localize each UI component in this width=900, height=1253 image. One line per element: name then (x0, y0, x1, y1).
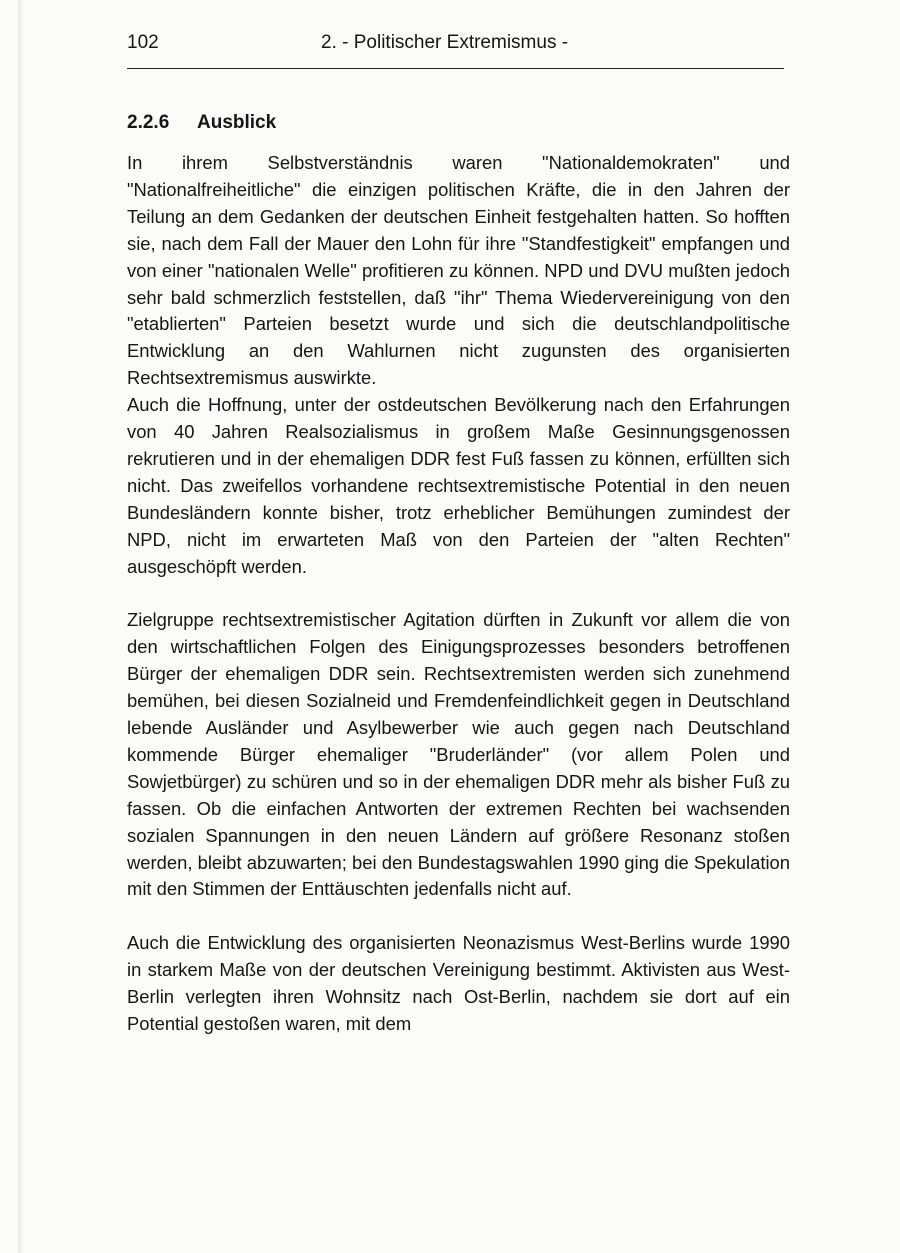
page-edge-shadow (18, 0, 24, 1253)
header-rule (127, 68, 784, 69)
paragraph-3: Zielgruppe rechtsextremistischer Agitation dürften in Zukunft vor allem die von den wirtschaftlichen Folgen des Einigungsprozesses besonders betroffenen Bürger der ehemaligen DDR sein. Rechtsextremisten werden sich zunehmend bemühen, bei diesen Sozialneid und Fremdenfeindlichkeit gegen in Deutschland lebende Ausländer und Asylbewerber wie auch gegen nach Deutschland kommende Bürger ehemaliger "Bruderländer" (vor allem Polen und Sowjetbürger) zu schüren und so in der ehemaligen DDR mehr als bisher Fuß zu fassen. Ob die einfachen Antworten der extremen Rechten bei wachsenden sozialen Spannungen in den neuen Ländern auf größere Resonanz stoßen werden, bleibt abzuwarten; bei den Bundestagswahlen 1990 ging die Spekulation mit den Stimmen der Enttäuschten jedenfalls nicht auf. (127, 609, 790, 900)
section-heading (127, 108, 276, 138)
page-header (127, 28, 784, 68)
section-number: 2.2.6 (127, 112, 170, 133)
page-number: 102 (127, 32, 159, 53)
section-title: Ausblick (197, 112, 277, 133)
paragraph-2: Auch die Hoffnung, unter der ostdeutschen Bevölkerung nach den Erfahrungen von 40 Jahren Realsozialismus in großem Maße Gesinnungsgenossen rekrutieren und in der ehemaligen DDR fest Fuß fassen zu können, erfüllten sich nicht. Das zweifellos vorhandene rechtsextremistische Potential in den neuen Bundesländern konnte bisher, trotz erheblicher Bemühungen zumindest der NPD, nicht im erwarteten Maß von den Parteien der "alten Rechten" ausgeschöpft werden. (127, 394, 790, 577)
paragraph-4: Auch die Entwicklung des organisierten Neonazismus West-Berlins wurde 1990 in starkem Maße von der deutschen Vereinigung bestimmt. Aktivisten aus West-Berlin verlegten ihren Wohnsitz nach Ost-Berlin, nachdem sie dort auf ein Potential gestoßen waren, mit dem (127, 932, 790, 1034)
running-title: 2. - Politischer Extremismus - (321, 32, 569, 53)
body-text (127, 150, 790, 1038)
paragraph-1: In ihrem Selbstverständnis waren "Nationaldemokraten" und "Nationalfreiheitliche" die einzigen politischen Kräfte, die in den Jahren der Teilung an dem Gedanken der deutschen Einheit festgehalten hatten. So hofften sie, nach dem Fall der Mauer den Lohn für ihre "Standfestigkeit" empfangen und von einer "nationalen Welle" profitieren zu können. NPD und DVU mußten jedoch sehr bald schmerzlich feststellen, daß "ihr" Thema Wiedervereinigung von den "etablierten" Parteien besetzt wurde und sich die deutschlandpolitische Entwicklung an den Wahlurnen nicht zugunsten des organisierten Rechtsextremismus auswirkte. (127, 152, 790, 389)
